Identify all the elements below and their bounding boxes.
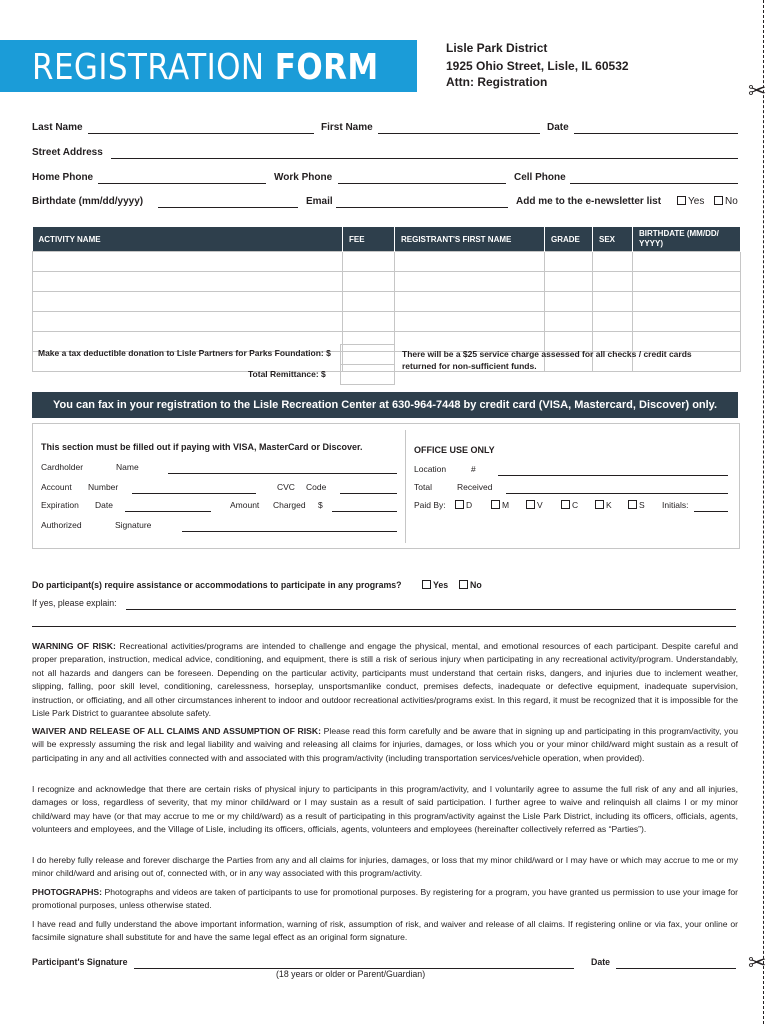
street-address-label: Street Address (32, 147, 103, 158)
explain-field[interactable] (126, 600, 736, 610)
warning-of-risk-paragraph: WARNING OF RISK: Recreational activities/programs are intended to challenge and engage the physical, mental, and emotional resources of each participant. Despite careful and proper preparation, instruction, medical advice, conditioning, and equipment, there is still a risk of serious injury when participating in any recreational activity/program. Understandably, not all hazards and dangers can be foreseen. Depending on the particular activity, participants must understand that certain risks, dangers, and injuries due to inclement weather, slipping, falling, poor skill level, conditioning, carelessness, horseplay, unsportsmanlike conduct, premises defects, inadequate or defective equipment, inadequate supervision, instruction, or officiating, and all other circumstances inherent to indoor and outdoor recreational activities/programs exist. In this regard, it must be recognized that it is impossible for the Lisle Park District to guarantee absolute safety. (32, 641, 739, 719)
explain-label: If yes, please explain: (32, 598, 117, 608)
first-name-field[interactable] (378, 124, 540, 134)
total-received-field[interactable] (506, 484, 728, 494)
waiver-paragraph: WAIVER AND RELEASE OF ALL CLAIMS AND ASSUMPTION OF RISK: Please read this form carefully and be aware that in signing up and participating in this program/activity, you will be expressly assuming the risk and legal liability and waiving and releasing all claims for injuries, damages, or loss which you or your minor child/ward might sustain as a result of participating in any and all activities connected with and associated with this program/activity (including transportation services/vehicle operation, when provided). (32, 726, 738, 763)
cardholder-label: Cardholder (41, 462, 84, 472)
form-title-banner (0, 40, 417, 92)
initials-field[interactable] (694, 502, 728, 512)
total-label: Total (414, 482, 432, 492)
paid-by-label: Paid By: (414, 500, 446, 510)
table-cell[interactable] (633, 312, 741, 332)
paid-by-v[interactable]: V (526, 500, 543, 510)
photographs-paragraph: PHOTOGRAPHS: Photographs and videos are taken of participants to use for promotional purposes. By registering for a program, you have granted us permission to use your image for promotional purposes, unless otherwise stated. (32, 887, 738, 911)
col-registrant-first-name: REGISTRANT'S FIRST NAME (395, 227, 545, 252)
checkbox-icon (628, 500, 637, 509)
service-charge-note: There will be a $25 service charge assessed for all checks / credit cards returned for non-sufficient funds. (402, 349, 692, 371)
cvc-code-label: Code (306, 482, 327, 492)
table-cell[interactable] (633, 252, 741, 272)
total-remittance-field[interactable] (340, 364, 395, 385)
recognize-paragraph: I recognize and acknowledge that there are certain risks of physical injury to participants in this program/activity, and I voluntarily agree to assume the full risk of any and all injuries, damages or loss, regardless of severity, that my minor child/ward or I may sustain as a result of said participation. I further agree to waive and relinquish all claims I or my minor child/ward may have (or that may accrue to me or my child/ward) as a result of participating in this program/activity against the Lisle Park District, including its officers, officials, agents, volunteers and employees, and the Village of Lisle, including its officers, officials, agents, volunteers and employees (hereinafter collectively referred as “Parties”). (32, 784, 738, 835)
assistance-question: Do participant(s) require assistance or accommodations to participate in any programs? (32, 580, 402, 590)
activity-table-header (33, 227, 741, 252)
table-cell[interactable] (33, 292, 343, 312)
table-row (33, 272, 741, 292)
newsletter-yes[interactable]: Yes (677, 196, 704, 207)
checkbox-icon (526, 500, 535, 509)
form-title: REGISTRATION FORM (32, 47, 379, 88)
paid-by-s[interactable]: S (628, 500, 645, 510)
account-number-field[interactable] (132, 484, 256, 494)
street-address-field[interactable] (111, 149, 738, 159)
signature-date-label: Date (591, 957, 611, 967)
checkbox-icon (714, 196, 723, 205)
col-fee: FEE (343, 227, 395, 252)
table-cell[interactable] (33, 312, 343, 332)
participant-signature-label: Participant's Signature (32, 957, 128, 967)
checkbox-icon (677, 196, 686, 205)
participant-signature-field[interactable] (134, 959, 574, 969)
expiration-date-label: Date (95, 500, 113, 510)
cardholder-name-field[interactable] (168, 464, 397, 474)
table-cell[interactable] (545, 272, 593, 292)
table-row (33, 312, 741, 332)
col-birthdate: BIRTHDATE (MM/DD/ YYYY) (633, 227, 741, 252)
signature-date-field[interactable] (616, 959, 736, 969)
district-street: 1925 Ohio Street, Lisle, IL 60532 (446, 59, 629, 73)
scissors-icon: ✂ (748, 950, 767, 975)
last-name-field[interactable] (88, 124, 314, 134)
table-cell[interactable] (33, 272, 343, 292)
expiration-date-field[interactable] (125, 502, 211, 512)
dollar-sign: $ (318, 500, 323, 510)
table-cell[interactable] (343, 292, 395, 312)
charged-label: Charged (273, 500, 306, 510)
table-cell[interactable] (633, 292, 741, 312)
table-cell[interactable] (633, 272, 741, 292)
newsletter-no[interactable]: No (714, 196, 738, 207)
col-activity-name: ACTIVITY NAME (33, 227, 343, 252)
signature-label: Signature (115, 520, 152, 530)
table-cell[interactable] (545, 292, 593, 312)
release-paragraph: I do hereby fully release and forever discharge the Parties from any and all claims for injuries, damages, or loss that my minor child/ward or I may have or which may accrue to me or my minor child/ward and arising out of, connected with, or in any way associated with this program/activity. (32, 855, 738, 879)
email-field[interactable] (336, 198, 508, 208)
col-grade: GRADE (545, 227, 593, 252)
table-row (33, 292, 741, 312)
payment-divider (405, 430, 406, 543)
paid-by-m[interactable]: M (491, 500, 509, 510)
table-cell[interactable] (395, 272, 545, 292)
assistance-no[interactable]: No (459, 580, 482, 590)
table-cell[interactable] (343, 312, 395, 332)
paid-by-c[interactable]: C (561, 500, 578, 510)
cut-line (763, 0, 764, 1024)
cell-phone-label: Cell Phone (514, 172, 566, 183)
table-cell[interactable] (593, 272, 633, 292)
payment-heading: This section must be filled out if paying with VISA, MasterCard or Discover. (41, 442, 363, 452)
birthdate-field[interactable] (158, 198, 298, 208)
table-cell[interactable] (395, 312, 545, 332)
work-phone-label: Work Phone (274, 172, 333, 183)
email-label: Email (306, 196, 333, 207)
fax-notice-bar: You can fax in your registration to the Lisle Recreation Center at 630-964-7448 by credit card (VISA, Mastercard, Discover) only. (32, 392, 738, 418)
received-label: Received (457, 482, 493, 492)
checkbox-icon (561, 500, 570, 509)
authorized-label: Authorized (41, 520, 82, 530)
scissors-icon: ✂ (748, 78, 767, 103)
home-phone-field[interactable] (98, 174, 266, 184)
paid-by-k[interactable]: K (595, 500, 612, 510)
checkbox-icon (455, 500, 464, 509)
birthdate-label: Birthdate (mm/dd/yyyy) (32, 196, 144, 207)
account-label: Account (41, 482, 72, 492)
table-cell[interactable] (545, 252, 593, 272)
table-cell[interactable] (33, 252, 343, 272)
table-cell[interactable] (395, 252, 545, 272)
checkbox-icon (491, 500, 500, 509)
office-use-heading: OFFICE USE ONLY (414, 445, 495, 455)
district-attn: Attn: Registration (446, 75, 548, 89)
date-label: Date (547, 122, 569, 133)
location-field[interactable] (498, 466, 728, 476)
table-cell[interactable] (395, 292, 545, 312)
table-cell[interactable] (545, 312, 593, 332)
cell-phone-field[interactable] (570, 174, 738, 184)
account-number-label: Number (88, 482, 119, 492)
paid-by-d[interactable]: D (455, 500, 472, 510)
amount-charged-field[interactable] (332, 502, 397, 512)
total-remittance-label: Total Remittance: $ (248, 369, 326, 379)
cardholder-name-label: Name (116, 462, 139, 472)
col-sex: SEX (593, 227, 633, 252)
cvc-field[interactable] (340, 484, 397, 494)
explain-field-line-2[interactable] (32, 617, 736, 627)
checkbox-icon (422, 580, 431, 589)
location-hash: # (471, 464, 476, 474)
location-label: Location (414, 464, 447, 474)
table-cell[interactable] (593, 252, 633, 272)
cvc-label: CVC (277, 482, 295, 492)
donation-label: Make a tax deductible donation to Lisle Partners for Parks Foundation: $ (38, 348, 331, 358)
authorized-signature-field[interactable] (182, 522, 397, 532)
table-cell[interactable] (343, 272, 395, 292)
expiration-label: Expiration (41, 500, 79, 510)
date-field[interactable] (574, 124, 738, 134)
donation-amount-field[interactable] (340, 344, 395, 365)
last-name-label: Last Name (32, 122, 83, 133)
home-phone-label: Home Phone (32, 172, 94, 183)
table-cell[interactable] (593, 312, 633, 332)
newsletter-label: Add me to the e-newsletter list (516, 196, 662, 207)
understanding-paragraph: I have read and fully understand the above important information, warning of risk, assumption of risk, and waiver and release of all claims. If registering online or via fax, your online or facsimile signature shall substitute for and have the same legal effect as an original form signature. (32, 919, 738, 943)
district-name: Lisle Park District (446, 41, 548, 55)
first-name-label: First Name (321, 122, 373, 133)
amount-label: Amount (230, 500, 260, 510)
checkbox-icon (459, 580, 468, 589)
table-cell[interactable] (343, 252, 395, 272)
assistance-yes[interactable]: Yes (422, 580, 448, 590)
table-row (33, 252, 741, 272)
initials-label: Initials: (662, 500, 689, 510)
signature-note: (18 years or older or Parent/Guardian) (276, 969, 426, 979)
checkbox-icon (595, 500, 604, 509)
work-phone-field[interactable] (338, 174, 506, 184)
table-cell[interactable] (593, 292, 633, 312)
